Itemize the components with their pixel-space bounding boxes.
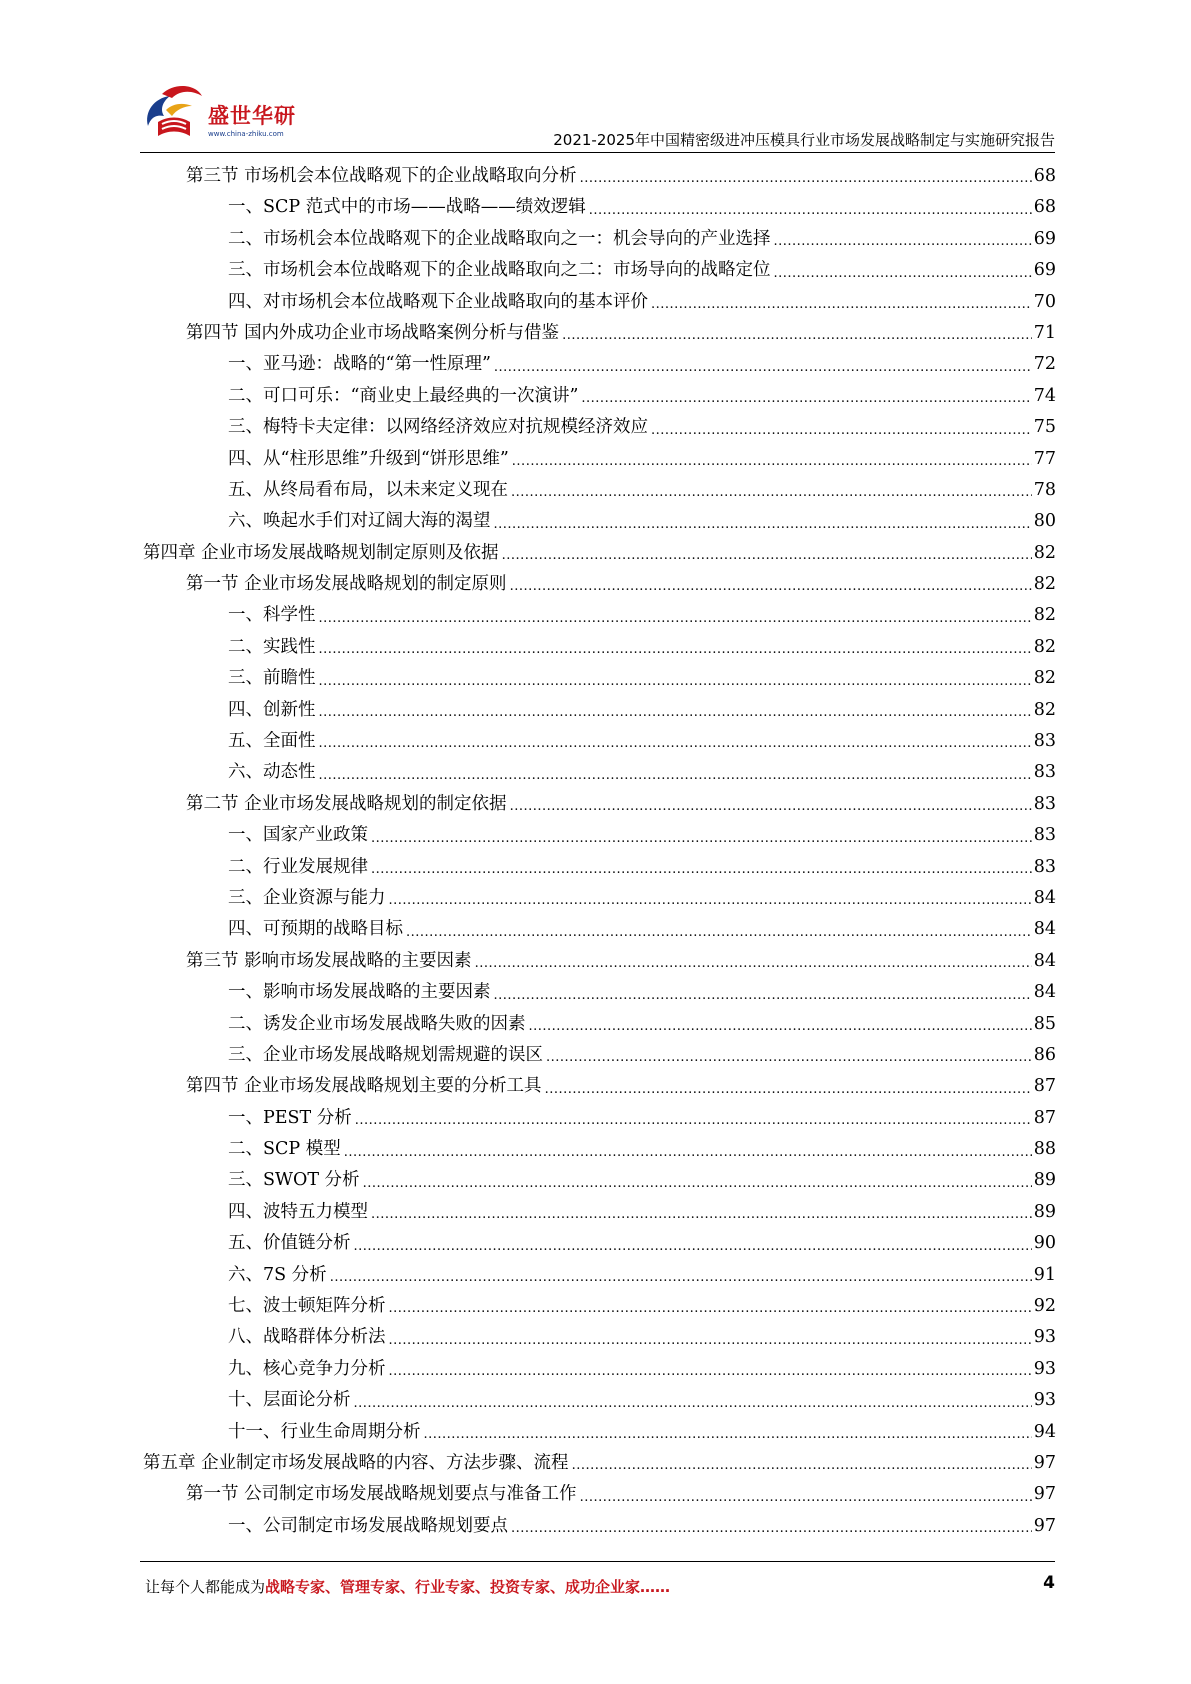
toc-entry-title: 三、企业市场发展战略规划需规避的误区 <box>228 1044 543 1065</box>
toc-entry[interactable] <box>143 726 1056 757</box>
toc-entry-title: 二、可口可乐：“商业史上最经典的一次演讲” <box>228 385 579 406</box>
toc-entry-title: 一、影响市场发展战略的主要因素 <box>228 982 491 1003</box>
toc-entry[interactable] <box>143 757 1056 788</box>
toc-entry-page: 89 <box>1033 1170 1056 1191</box>
toc-entry[interactable] <box>143 381 1056 412</box>
toc-entry[interactable] <box>143 569 1056 600</box>
toc-entry-title: 第三节 影响市场发展战略的主要因素 <box>186 950 472 971</box>
toc-entry-title: 三、SWOT 分析 <box>228 1170 360 1191</box>
toc-dot-leader <box>774 261 1032 287</box>
toc-dot-leader <box>580 1485 1032 1511</box>
toc-entry[interactable] <box>143 1228 1056 1259</box>
toc-dot-leader <box>562 323 1032 349</box>
toc-dot-leader <box>475 951 1032 977</box>
toc-entry-title: 一、亚马逊：战略的“第一性原理” <box>228 354 491 375</box>
toc-entry-title: 三、梅特卡夫定律：以网络经济效应对抗规模经济效应 <box>228 417 648 438</box>
toc-entry[interactable] <box>143 1417 1056 1448</box>
toc-entry[interactable] <box>143 914 1056 945</box>
toc-entry-title: 三、市场机会本位战略观下的企业战略取向之二：市场导向的战略定位 <box>228 260 771 281</box>
toc-entry[interactable] <box>143 192 1056 223</box>
toc-entry-page: 85 <box>1033 1013 1056 1034</box>
toc-entry-title: 第一节 公司制定市场发展战略规划要点与准备工作 <box>186 1484 577 1505</box>
company-logo <box>140 80 310 144</box>
toc-dot-leader <box>371 857 1032 883</box>
toc-entry-title: 二、诱发企业市场发展战略失败的因素 <box>228 1013 526 1034</box>
toc-entry-title: 四、创新性 <box>228 699 316 720</box>
toc-entry-title: 六、动态性 <box>228 762 316 783</box>
toc-entry-page: 91 <box>1033 1264 1056 1285</box>
toc-entry-title: 五、全面性 <box>228 731 316 752</box>
logo-emblem-icon <box>140 80 210 144</box>
toc-entry-title: 十一、行业生命周期分析 <box>228 1421 421 1442</box>
table-of-contents <box>143 161 1056 1542</box>
toc-entry[interactable] <box>143 1479 1056 1510</box>
footer-slogan <box>145 1576 670 1597</box>
toc-entry[interactable] <box>143 977 1056 1008</box>
page-header <box>140 80 1055 150</box>
toc-entry-page: 86 <box>1033 1044 1056 1065</box>
toc-entry-page: 80 <box>1033 511 1056 532</box>
toc-entry-title: 四、波特五力模型 <box>228 1201 368 1222</box>
toc-entry-title: 四、可预期的战略目标 <box>228 919 403 940</box>
toc-entry-page: 71 <box>1033 322 1056 343</box>
toc-entry-title: 一、PEST 分析 <box>228 1107 352 1128</box>
toc-dot-leader <box>589 198 1032 224</box>
toc-dot-leader <box>511 480 1032 506</box>
toc-entry[interactable] <box>143 287 1056 318</box>
toc-dot-leader <box>319 669 1032 695</box>
toc-entry[interactable] <box>143 412 1056 443</box>
toc-entry-page: 84 <box>1033 982 1056 1003</box>
toc-entry-page: 82 <box>1033 668 1056 689</box>
toc-dot-leader <box>494 355 1032 381</box>
toc-entry-page: 94 <box>1033 1421 1056 1442</box>
toc-dot-leader <box>510 794 1032 820</box>
toc-dot-leader <box>371 826 1032 852</box>
toc-entry[interactable] <box>143 1166 1056 1197</box>
toc-entry-title: 一、国家产业政策 <box>228 825 368 846</box>
toc-entry-page: 68 <box>1033 197 1056 218</box>
toc-entry-page: 68 <box>1033 165 1056 186</box>
toc-entry-page: 72 <box>1033 354 1056 375</box>
toc-entry[interactable] <box>143 1071 1056 1102</box>
toc-entry-title: 四、对市场机会本位战略观下企业战略取向的基本评价 <box>228 291 648 312</box>
toc-dot-leader <box>774 229 1032 255</box>
toc-entry[interactable] <box>143 538 1056 569</box>
toc-entry[interactable] <box>143 695 1056 726</box>
footer-slogan-highlight: 战略专家、管理专家、行业专家、投资专家、成功企业家…… <box>265 1578 671 1596</box>
toc-entry-page: 69 <box>1033 228 1056 249</box>
toc-entry-title: 十、层面论分析 <box>228 1390 351 1411</box>
toc-dot-leader <box>511 1516 1032 1542</box>
toc-entry-page: 92 <box>1033 1296 1056 1317</box>
toc-entry[interactable] <box>143 1134 1056 1165</box>
toc-entry-page: 82 <box>1033 605 1056 626</box>
toc-entry-title: 五、价值链分析 <box>228 1233 351 1254</box>
toc-dot-leader <box>354 1391 1032 1417</box>
toc-entry-title: 一、SCP 范式中的市场——战略——绩效逻辑 <box>228 197 586 218</box>
toc-dot-leader <box>545 1077 1032 1103</box>
toc-dot-leader <box>371 1202 1032 1228</box>
toc-entry-title: 二、SCP 模型 <box>228 1139 341 1160</box>
toc-entry-page: 84 <box>1033 950 1056 971</box>
toc-entry-title: 四、从“柱形思维”升级到“饼形思维” <box>228 448 509 469</box>
toc-entry-title: 二、市场机会本位战略观下的企业战略取向之一：机会导向的产业选择 <box>228 228 771 249</box>
toc-dot-leader <box>319 700 1032 726</box>
logo-name: 盛世华研 <box>208 104 296 128</box>
toc-entry-page: 82 <box>1033 636 1056 657</box>
toc-entry[interactable] <box>143 506 1056 537</box>
toc-entry-page: 82 <box>1033 542 1056 563</box>
toc-dot-leader <box>319 637 1032 663</box>
toc-entry[interactable] <box>143 475 1056 506</box>
toc-entry[interactable] <box>143 1197 1056 1228</box>
toc-entry-page: 78 <box>1033 479 1056 500</box>
toc-entry[interactable] <box>143 1322 1056 1353</box>
toc-entry[interactable] <box>143 1260 1056 1291</box>
toc-entry-page: 83 <box>1033 793 1056 814</box>
toc-entry-title: 六、7S 分析 <box>228 1264 327 1285</box>
toc-entry-page: 75 <box>1033 417 1056 438</box>
toc-dot-leader <box>344 1140 1032 1166</box>
toc-entry-page: 83 <box>1033 731 1056 752</box>
toc-dot-leader <box>529 1014 1032 1040</box>
toc-dot-leader <box>512 449 1032 475</box>
toc-entry-title: 一、科学性 <box>228 605 316 626</box>
toc-dot-leader <box>363 1171 1032 1197</box>
toc-entry[interactable] <box>143 318 1056 349</box>
toc-entry-page: 97 <box>1033 1515 1056 1536</box>
toc-dot-leader <box>494 983 1032 1009</box>
toc-entry-page: 84 <box>1033 887 1056 908</box>
toc-entry[interactable] <box>143 1103 1056 1134</box>
toc-entry-title: 一、公司制定市场发展战略规划要点 <box>228 1515 508 1536</box>
toc-dot-leader <box>389 1296 1032 1322</box>
footer-divider <box>140 1561 1055 1562</box>
toc-entry[interactable] <box>143 852 1056 883</box>
toc-dot-leader <box>319 763 1032 789</box>
toc-dot-leader <box>651 292 1032 318</box>
toc-entry[interactable] <box>143 224 1056 255</box>
toc-entry[interactable] <box>143 1511 1056 1542</box>
toc-entry-title: 第三节 市场机会本位战略观下的企业战略取向分析 <box>186 165 577 186</box>
toc-entry-page: 90 <box>1033 1233 1056 1254</box>
toc-entry-page: 87 <box>1033 1076 1056 1097</box>
toc-dot-leader <box>424 1422 1032 1448</box>
toc-dot-leader <box>355 1108 1032 1134</box>
toc-entry[interactable] <box>143 1385 1056 1416</box>
header-divider <box>140 152 1055 153</box>
toc-entry-page: 83 <box>1033 762 1056 783</box>
toc-entry-title: 第一节 企业市场发展战略规划的制定原则 <box>186 574 507 595</box>
toc-entry-title: 第四章 企业市场发展战略规划制定原则及依据 <box>143 542 499 563</box>
toc-entry[interactable] <box>143 1448 1056 1479</box>
toc-entry-page: 89 <box>1033 1201 1056 1222</box>
toc-entry-page: 88 <box>1033 1139 1056 1160</box>
toc-entry-title: 七、波士顿矩阵分析 <box>228 1296 386 1317</box>
toc-dot-leader <box>389 1328 1032 1354</box>
toc-entry-page: 74 <box>1033 385 1056 406</box>
toc-dot-leader <box>330 1265 1032 1291</box>
page-number: 4 <box>1043 1573 1055 1593</box>
toc-entry[interactable] <box>143 444 1056 475</box>
toc-entry-page: 82 <box>1033 699 1056 720</box>
toc-entry-title: 三、企业资源与能力 <box>228 887 386 908</box>
toc-entry[interactable] <box>143 663 1056 694</box>
toc-entry[interactable] <box>143 1040 1056 1071</box>
toc-entry[interactable] <box>143 349 1056 380</box>
toc-entry[interactable] <box>143 789 1056 820</box>
toc-entry-page: 93 <box>1033 1327 1056 1348</box>
toc-entry[interactable] <box>143 946 1056 977</box>
toc-entry-page: 77 <box>1033 448 1056 469</box>
toc-entry[interactable] <box>143 1009 1056 1040</box>
toc-entry-page: 69 <box>1033 260 1056 281</box>
toc-dot-leader <box>581 386 1031 412</box>
toc-entry[interactable] <box>143 632 1056 663</box>
toc-dot-leader <box>319 731 1032 757</box>
toc-entry-title: 二、实践性 <box>228 636 316 657</box>
toc-entry[interactable] <box>143 883 1056 914</box>
toc-entry-page: 93 <box>1033 1358 1056 1379</box>
toc-dot-leader <box>580 166 1032 192</box>
toc-dot-leader <box>494 512 1032 538</box>
toc-entry-title: 第二节 企业市场发展战略规划的制定依据 <box>186 793 507 814</box>
toc-entry-page: 70 <box>1033 291 1056 312</box>
toc-dot-leader <box>651 418 1032 444</box>
toc-entry[interactable] <box>143 820 1056 851</box>
toc-entry-title: 八、战略群体分析法 <box>228 1327 386 1348</box>
toc-dot-leader <box>502 543 1032 569</box>
toc-entry-title: 九、核心竞争力分析 <box>228 1358 386 1379</box>
toc-dot-leader <box>389 888 1032 914</box>
toc-entry[interactable] <box>143 1291 1056 1322</box>
toc-entry-page: 87 <box>1033 1107 1056 1128</box>
toc-dot-leader <box>510 574 1032 600</box>
toc-entry-page: 82 <box>1033 574 1056 595</box>
toc-dot-leader <box>389 1359 1032 1385</box>
toc-entry-title: 第四节 企业市场发展战略规划主要的分析工具 <box>186 1076 542 1097</box>
report-title: 2021-2025年中国精密级进冲压模具行业市场发展战略制定与实施研究报告 <box>553 131 1055 149</box>
toc-entry-title: 六、唤起水手们对辽阔大海的渴望 <box>228 511 491 532</box>
toc-entry-page: 84 <box>1033 919 1056 940</box>
toc-entry-page: 83 <box>1033 825 1056 846</box>
footer-slogan-prefix: 让每个人都能成为 <box>145 1578 266 1596</box>
toc-entry[interactable] <box>143 1354 1056 1385</box>
toc-entry-page: 97 <box>1033 1453 1056 1473</box>
toc-entry-page: 93 <box>1033 1390 1056 1411</box>
toc-entry-title: 二、行业发展规律 <box>228 856 368 877</box>
toc-entry-page: 83 <box>1033 856 1056 877</box>
logo-url: www.china-zhiku.com <box>208 130 284 138</box>
toc-entry-title: 三、前瞻性 <box>228 668 316 689</box>
toc-dot-leader <box>406 920 1032 946</box>
toc-dot-leader <box>319 606 1032 632</box>
toc-dot-leader <box>572 1453 1032 1479</box>
toc-entry-title: 第四节 国内外成功企业市场战略案例分析与借鉴 <box>186 322 560 343</box>
toc-entry[interactable] <box>143 600 1056 631</box>
toc-entry-page: 97 <box>1033 1484 1056 1505</box>
toc-dot-leader <box>546 1045 1032 1071</box>
toc-entry-title: 五、从终局看布局，以未来定义现在 <box>228 479 508 500</box>
toc-entry[interactable] <box>143 161 1056 192</box>
toc-entry[interactable] <box>143 255 1056 286</box>
toc-entry-title: 第五章 企业制定市场发展战略的内容、方法步骤、流程 <box>143 1453 569 1473</box>
toc-dot-leader <box>354 1234 1032 1260</box>
